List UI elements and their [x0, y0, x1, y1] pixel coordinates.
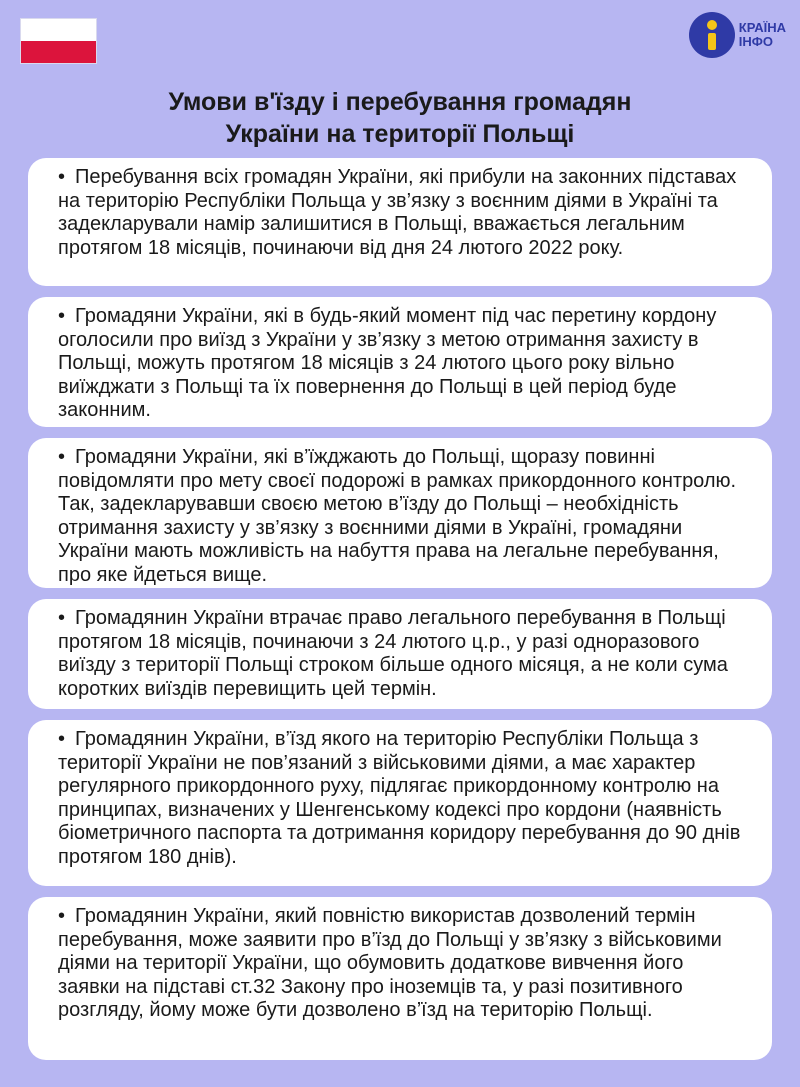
bullet-icon: • [58, 166, 66, 188]
flag-red-stripe [21, 41, 96, 63]
info-card [28, 599, 772, 709]
bullet-icon: • [58, 446, 66, 468]
info-card [28, 438, 772, 588]
logo-line2: ІНФО [738, 34, 773, 49]
info-card [28, 720, 772, 886]
card-text: Громадянин України, в’їзд якого на територію Республіки Польща з території України не пов’язаний з військовими діями, а має характер регулярного прикордонного руху, підлягає прикордонному контролю на принципах, визначених у Шенгенському кодексі про кордони (наявність біометричного паспорта та дотримання коридору перебування до 90 днів протягом 180 днів). [58, 728, 741, 868]
info-cards [28, 158, 772, 1071]
card-text: Громадянин України, який повністю використав дозволений термін перебування, може заявити про в’їзд до Польщі у зв’язку з військовими діями на території України, що обумовить додаткове вивчення його заявки на підставі ст.32 Закону про іноземців та, у разі позитивного розгляду, йому може бути дозволено в’їзд на територію Польщі. [58, 905, 722, 1021]
krayina-info-logo [689, 12, 786, 58]
info-card [28, 158, 772, 286]
title-line1: Умови в'їзду і перебування громадян [168, 88, 632, 116]
bullet-icon: • [58, 305, 66, 327]
card-text: Перебування всіх громадян України, які прибули на законних підставах на територію Республіки Польща у зв’язку з воєнним діями в Україні та задекларували намір залишитися в Польщі, вважається легальним протягом 18 місяців, починаючи від дня 24 лютого 2022 року. [58, 166, 737, 259]
logo-line1: КРАЇНА [738, 20, 786, 35]
info-card [28, 897, 772, 1060]
bullet-icon: • [58, 905, 66, 927]
card-text: Громадянин України втрачає право легального перебування в Польщі протягом 18 місяців, починаючи з 24 лютого ц.р., у разі одноразового виїзду з території Польщі строком більше одного місяця, а не коли сума коротких виїздів перевищить цей термін. [58, 607, 728, 700]
bullet-icon: • [58, 607, 66, 629]
card-text: Громадяни України, які в будь-який момент під час перетину кордону оголосили про виїзд з України у зв’язку з метою отримання захисту в Польщі, можуть протягом 18 місяців з 24 лютого цього року вільно виїжджати з Польщі та їх повернення до Польщі в цей період буде законним. [58, 305, 717, 421]
bullet-icon: • [58, 728, 66, 750]
flag-white-stripe [21, 19, 96, 41]
poland-flag [20, 18, 97, 64]
info-card [28, 297, 772, 427]
page-title [0, 86, 800, 150]
card-text: Громадяни України, які в’їжджають до Польщі, щоразу повинні повідомляти про мету своєї подорожі в рамках прикордонного контролю. Так, задекларувавши своєю метою в’їзду до Польщі – необхідність отримання захисту у зв’язку з воєнними діями в Україні, громадяни України мають можливість на набуття права на легальне перебування, про яке йдеться вище. [58, 446, 737, 586]
info-i-icon [689, 12, 735, 58]
title-line2: України на території Польщі [225, 120, 575, 148]
